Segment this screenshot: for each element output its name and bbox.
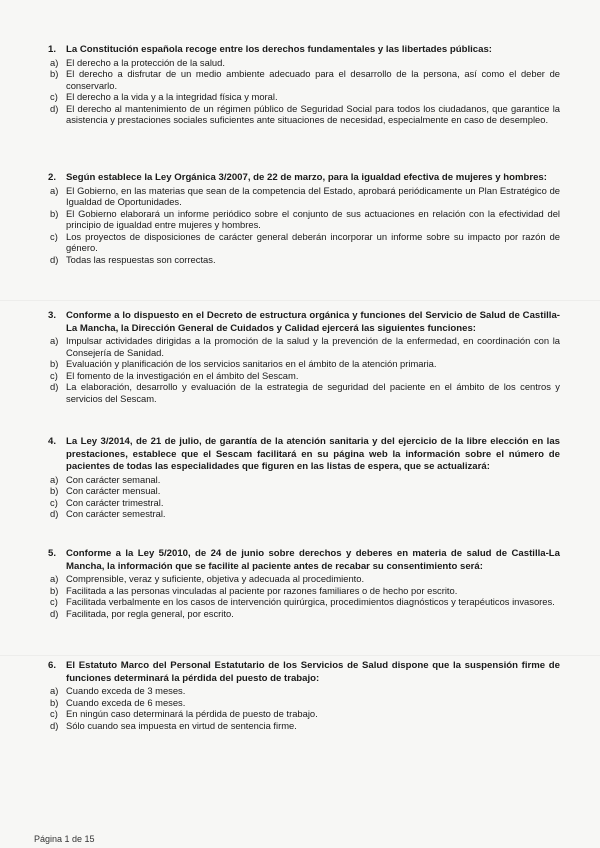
answer-option-d — [48, 608, 560, 620]
answer-option-a — [48, 57, 560, 69]
answer-option-c — [48, 497, 560, 509]
answer-option-a — [48, 685, 560, 697]
question-number: 1. — [48, 44, 57, 55]
option-letter: c) — [50, 596, 58, 608]
option-letter: a) — [50, 335, 59, 346]
answer-option-d — [48, 254, 560, 266]
option-letter: a) — [50, 473, 59, 485]
option-letter: d) — [50, 381, 59, 393]
question-2 — [48, 172, 560, 266]
answer-option-d — [48, 508, 560, 520]
question-text: Según establece la Ley Orgánica 3/2007, de 22 de marzo, para la igualdad efectiva de mujeres y hombres: — [66, 172, 547, 183]
option-letter: b) — [50, 358, 59, 370]
option-text: Con carácter semanal. — [66, 473, 161, 485]
option-letter: c) — [50, 496, 58, 508]
option-letter: d) — [50, 719, 59, 731]
option-text: Los proyectos de disposiciones de carácter general deberán incorporar un informe sobre su impacto por razón de género. — [66, 230, 560, 254]
option-text: Evaluación y planificación de los servicios sanitarios en el ámbito de la atención primaria. — [66, 358, 437, 370]
option-letter: c) — [50, 230, 58, 242]
option-letter: a) — [50, 573, 59, 584]
option-text: Sólo cuando sea impuesta en virtud de sentencia firme. — [66, 719, 297, 731]
question-text: El Estatuto Marco del Personal Estatutario de los Servicios de Salud dispone que la suspensión firme de funciones determinará la pérdida del puesto de trabajo: — [66, 660, 560, 684]
question-header — [48, 660, 560, 685]
option-text: Con carácter trimestral. — [66, 496, 164, 508]
option-letter: d) — [50, 508, 59, 520]
option-letter: b) — [50, 485, 59, 497]
question-header — [48, 172, 560, 185]
option-text: El derecho a disfrutar de un medio ambiente adecuado para el desarrollo de la persona, así como el deber de conservarlo. — [66, 68, 560, 91]
option-letter: c) — [50, 369, 58, 381]
option-text: Facilitada, por regla general, por escrito. — [66, 607, 234, 619]
option-text: Cuando exceda de 6 meses. — [66, 696, 186, 708]
scan-artifact — [0, 655, 600, 656]
option-text: Con carácter mensual. — [66, 485, 161, 497]
option-text: El derecho a la protección de la salud. — [66, 56, 225, 68]
option-letter: d) — [50, 607, 59, 619]
option-text: En ningún caso determinará la pérdida de puesto de trabajo. — [66, 708, 318, 720]
option-letter: c) — [50, 91, 58, 103]
question-5 — [48, 548, 560, 619]
answer-option-a — [48, 335, 560, 358]
question-number: 6. — [48, 660, 57, 671]
answer-option-d — [48, 720, 560, 732]
option-text: Con carácter semestral. — [66, 508, 166, 520]
question-1 — [48, 44, 560, 126]
option-text: Cuando exceda de 3 meses. — [66, 685, 186, 696]
option-text: Todas las respuestas son correctas. — [66, 254, 216, 266]
option-text: Facilitada verbalmente en los casos de intervención quirúrgica, procedimientos diagnósticos y terapéuticos invasores. — [66, 596, 555, 608]
answer-option-a — [48, 573, 560, 585]
answer-option-b — [48, 697, 560, 709]
answer-option-c — [48, 91, 560, 103]
question-header — [48, 436, 560, 474]
answer-option-c — [48, 370, 560, 382]
option-letter: a) — [50, 685, 59, 696]
answer-option-d — [48, 381, 560, 404]
question-number: 2. — [48, 172, 57, 183]
option-text: El Gobierno elaborará un informe periódico sobre el conjunto de sus actuaciones en relación con la efectividad del principio de igualdad entre mujeres y hombres. — [66, 207, 560, 231]
answer-option-b — [48, 358, 560, 370]
scan-artifact — [0, 300, 600, 301]
answer-option-b — [48, 208, 560, 231]
option-text: Comprensible, veraz y suficiente, objetiva y adecuada al procedimiento. — [66, 573, 365, 584]
option-letter: c) — [50, 708, 58, 720]
option-letter: d) — [50, 102, 59, 114]
question-4 — [48, 436, 560, 520]
option-text: Facilitada a las personas vinculadas al paciente por razones familiares o de hecho por escrito. — [66, 584, 458, 596]
question-header — [48, 548, 560, 573]
question-header — [48, 310, 560, 335]
question-text: Conforme a la Ley 5/2010, de 24 de junio sobre derechos y deberes en materia de salud de Castilla-La Mancha, la información que se facilite al paciente antes de recabar su consentimiento será: — [66, 548, 560, 572]
question-header — [48, 44, 560, 57]
option-text: Impulsar actividades dirigidas a la promoción de la salud y la prevención de la enfermedad, en coordinación con la Consejería de Sanidad. — [66, 335, 560, 358]
question-text: La Ley 3/2014, de 21 de julio, de garantía de la atención sanitaria y del ejercicio de la libre elección en las prestaciones, establece que el Sescam facilitará en su página web la información sobre el número de pacientes de todas las especialidades que figuren en las listas de espera, que se actualizará: — [66, 436, 560, 472]
question-number: 5. — [48, 548, 57, 559]
option-letter: d) — [50, 254, 59, 266]
question-number: 3. — [48, 310, 57, 321]
option-letter: a) — [50, 56, 59, 68]
question-text: Conforme a lo dispuesto en el Decreto de estructura orgánica y funciones del Servicio de Salud de Castilla-La Mancha, la Dirección General de Cuidados y Calidad ejercerá las siguientes funciones: — [66, 310, 560, 334]
answer-option-a — [48, 185, 560, 208]
page-number-footer: Página 1 de 15 — [34, 834, 95, 844]
option-text: La elaboración, desarrollo y evaluación de la estrategia de seguridad del paciente en el ámbito de los centros y servicios del Sescam. — [66, 381, 560, 404]
answer-option-c — [48, 231, 560, 254]
option-text: El Gobierno, en las materias que sean de la competencia del Estado, aprobará periódicamente un Plan Estratégico de Igualdad de Oportunidades. — [66, 184, 560, 208]
question-text: La Constitución española recoge entre los derechos fundamentales y las libertades públicas: — [66, 44, 492, 55]
option-letter: a) — [50, 184, 59, 196]
option-text: El derecho a la vida y a la integridad física y moral. — [66, 91, 278, 103]
answer-option-a — [48, 474, 560, 486]
answer-option-b — [48, 585, 560, 597]
answer-option-c — [48, 708, 560, 720]
answer-option-b — [48, 485, 560, 497]
option-letter: b) — [50, 696, 59, 708]
answer-option-d — [48, 103, 560, 126]
option-text: El derecho al mantenimiento de un régimen público de Seguridad Social para todos los ciudadanos, que garantice la asistencia y prestaciones sociales suficientes ante situaciones de necesidad, especialmente en caso de desempleo. — [66, 102, 560, 126]
question-3 — [48, 310, 560, 405]
question-number: 4. — [48, 436, 57, 447]
question-6 — [48, 660, 560, 731]
answer-option-b — [48, 68, 560, 91]
answer-option-c — [48, 596, 560, 608]
option-letter: b) — [50, 68, 59, 80]
option-letter: b) — [50, 584, 59, 596]
option-text: El fomento de la investigación en el ámbito del Sescam. — [66, 369, 299, 381]
option-letter: b) — [50, 207, 59, 219]
